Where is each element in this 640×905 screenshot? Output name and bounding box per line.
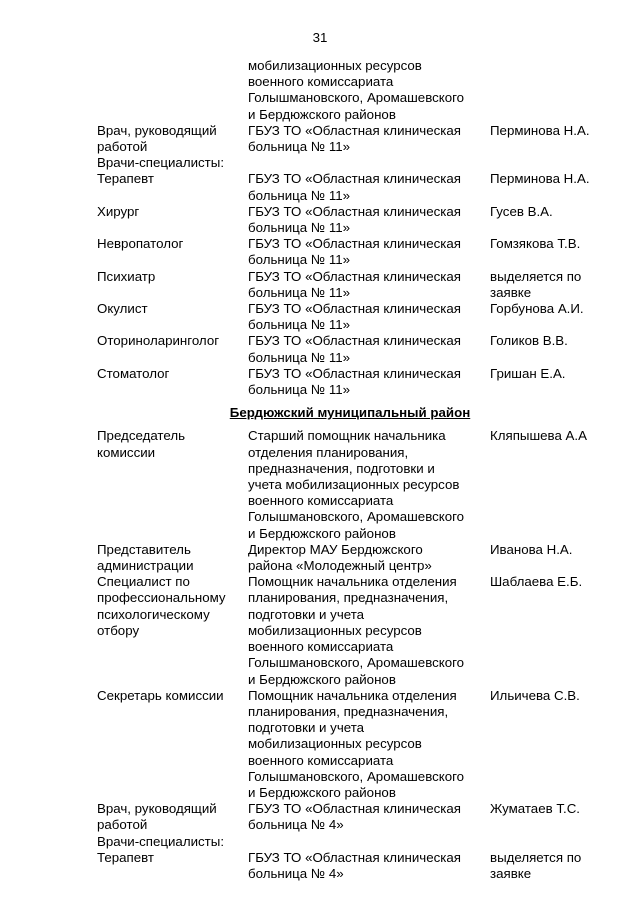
organization-cell: ГБУЗ ТО «Областная клиническая больница № 11» [248,268,461,300]
role-cell: Терапевт [97,171,155,187]
organization-cell: ГБУЗ ТО «Областная клиническая больница № 11» [248,333,461,365]
table-row [0,269,640,301]
role-cell: Оториноларинголог [97,333,220,349]
organization-cell: Старший помощник начальника отделения планирования, предназначения, подготовки и учета мобилизационных ресурсов военного комиссариата Голышмановского, Аромашевского и Бердюжского районов [248,428,465,541]
table-row [0,688,640,801]
name-cell: Голиков В.В. [490,333,568,349]
organization-cell: ГБУЗ ТО «Областная клиническая больница № 11» [248,365,461,398]
organization-cell: ГБУЗ ТО «Областная клиническая больница № 11» [248,236,461,268]
organization-cell: Директор МАУ Бердюжского района «Молодежный центр» [248,541,432,574]
table-row [0,204,640,236]
role-cell: Врач, руководящий работой Врачи-специалисты: [97,801,225,849]
organization-cell: ГБУЗ ТО «Областная клиническая больница № 11» [248,171,461,203]
organization-cell: ГБУЗ ТО «Областная клиническая больница № 11» [248,122,461,155]
table-row [0,333,640,365]
role-cell: Стоматолог [97,365,170,381]
name-cell: Горбунова А.И. [490,301,584,317]
role-cell: Окулист [97,301,148,317]
table-row [0,574,640,687]
table-row [0,542,640,574]
table-row [0,58,640,123]
name-cell: Кляпышева А.А [490,428,587,444]
name-cell: Жуматаев Т.С. [490,801,581,817]
role-cell: Невропатолог [97,236,184,252]
organization-cell: ГБУЗ ТО «Областная клиническая больница № 4» [248,801,461,833]
table-row [0,171,640,203]
name-cell: Иванова Н.А. [490,541,573,557]
name-cell: Гришан Е.А. [490,365,566,381]
commission-table [0,58,640,882]
organization-cell: ГБУЗ ТО «Областная клиническая больница № 11» [248,203,461,236]
page-number: 31 [312,30,328,45]
role-cell: Представитель администрации [97,541,194,574]
name-cell: выделяется по заявке [490,268,582,300]
name-cell: Шаблаева Е.Б. [490,574,583,590]
table-row [0,301,640,333]
rows-top [0,58,640,398]
name-cell: Перминова Н.А. [490,122,590,138]
organization-cell: ГБУЗ ТО «Областная клиническая больница № 4» [248,849,461,881]
name-cell: Гусев В.А. [490,203,553,219]
table-row [0,801,640,850]
table-row [0,428,640,541]
organization-cell: Помощник начальника отделения планирования, предназначения, подготовки и учета мобилизационных ресурсов военного комиссариата Голышмановского, Аромашевского и Бердюжского районов [248,574,465,687]
section-title: Бердюжский муниципальный район [229,405,471,421]
role-cell: Психиатр [97,268,156,284]
name-cell: Перминова Н.А. [490,171,590,187]
table-row [0,366,640,398]
table-row [0,123,640,172]
organization-cell: мобилизационных ресурсов военного комиссариата Голышмановского, Аромашевского и Бердюжского районов [248,58,465,122]
role-cell: Терапевт [97,849,155,865]
role-cell: Врач, руководящий работой Врачи-специалисты: [97,122,225,171]
role-cell: Председатель комиссии [97,428,186,460]
role-cell: Специалист по профессиональному психологическому отбору [97,574,226,638]
name-cell: Гомзякова Т.В. [490,236,581,252]
organization-cell: ГБУЗ ТО «Областная клиническая больница № 11» [248,301,461,333]
name-cell: Ильичева С.В. [490,687,580,703]
role-cell: Хирург [97,203,140,219]
organization-cell: Помощник начальника отделения планирования, предназначения, подготовки и учета мобилизационных ресурсов военного комиссариата Голышмановского, Аромашевского и Бердюжского районов [248,687,465,800]
table-row [0,850,640,882]
table-row [0,236,640,268]
role-cell: Секретарь комиссии [97,687,224,703]
rows-bottom [0,428,640,882]
name-cell: выделяется по заявке [490,849,582,881]
